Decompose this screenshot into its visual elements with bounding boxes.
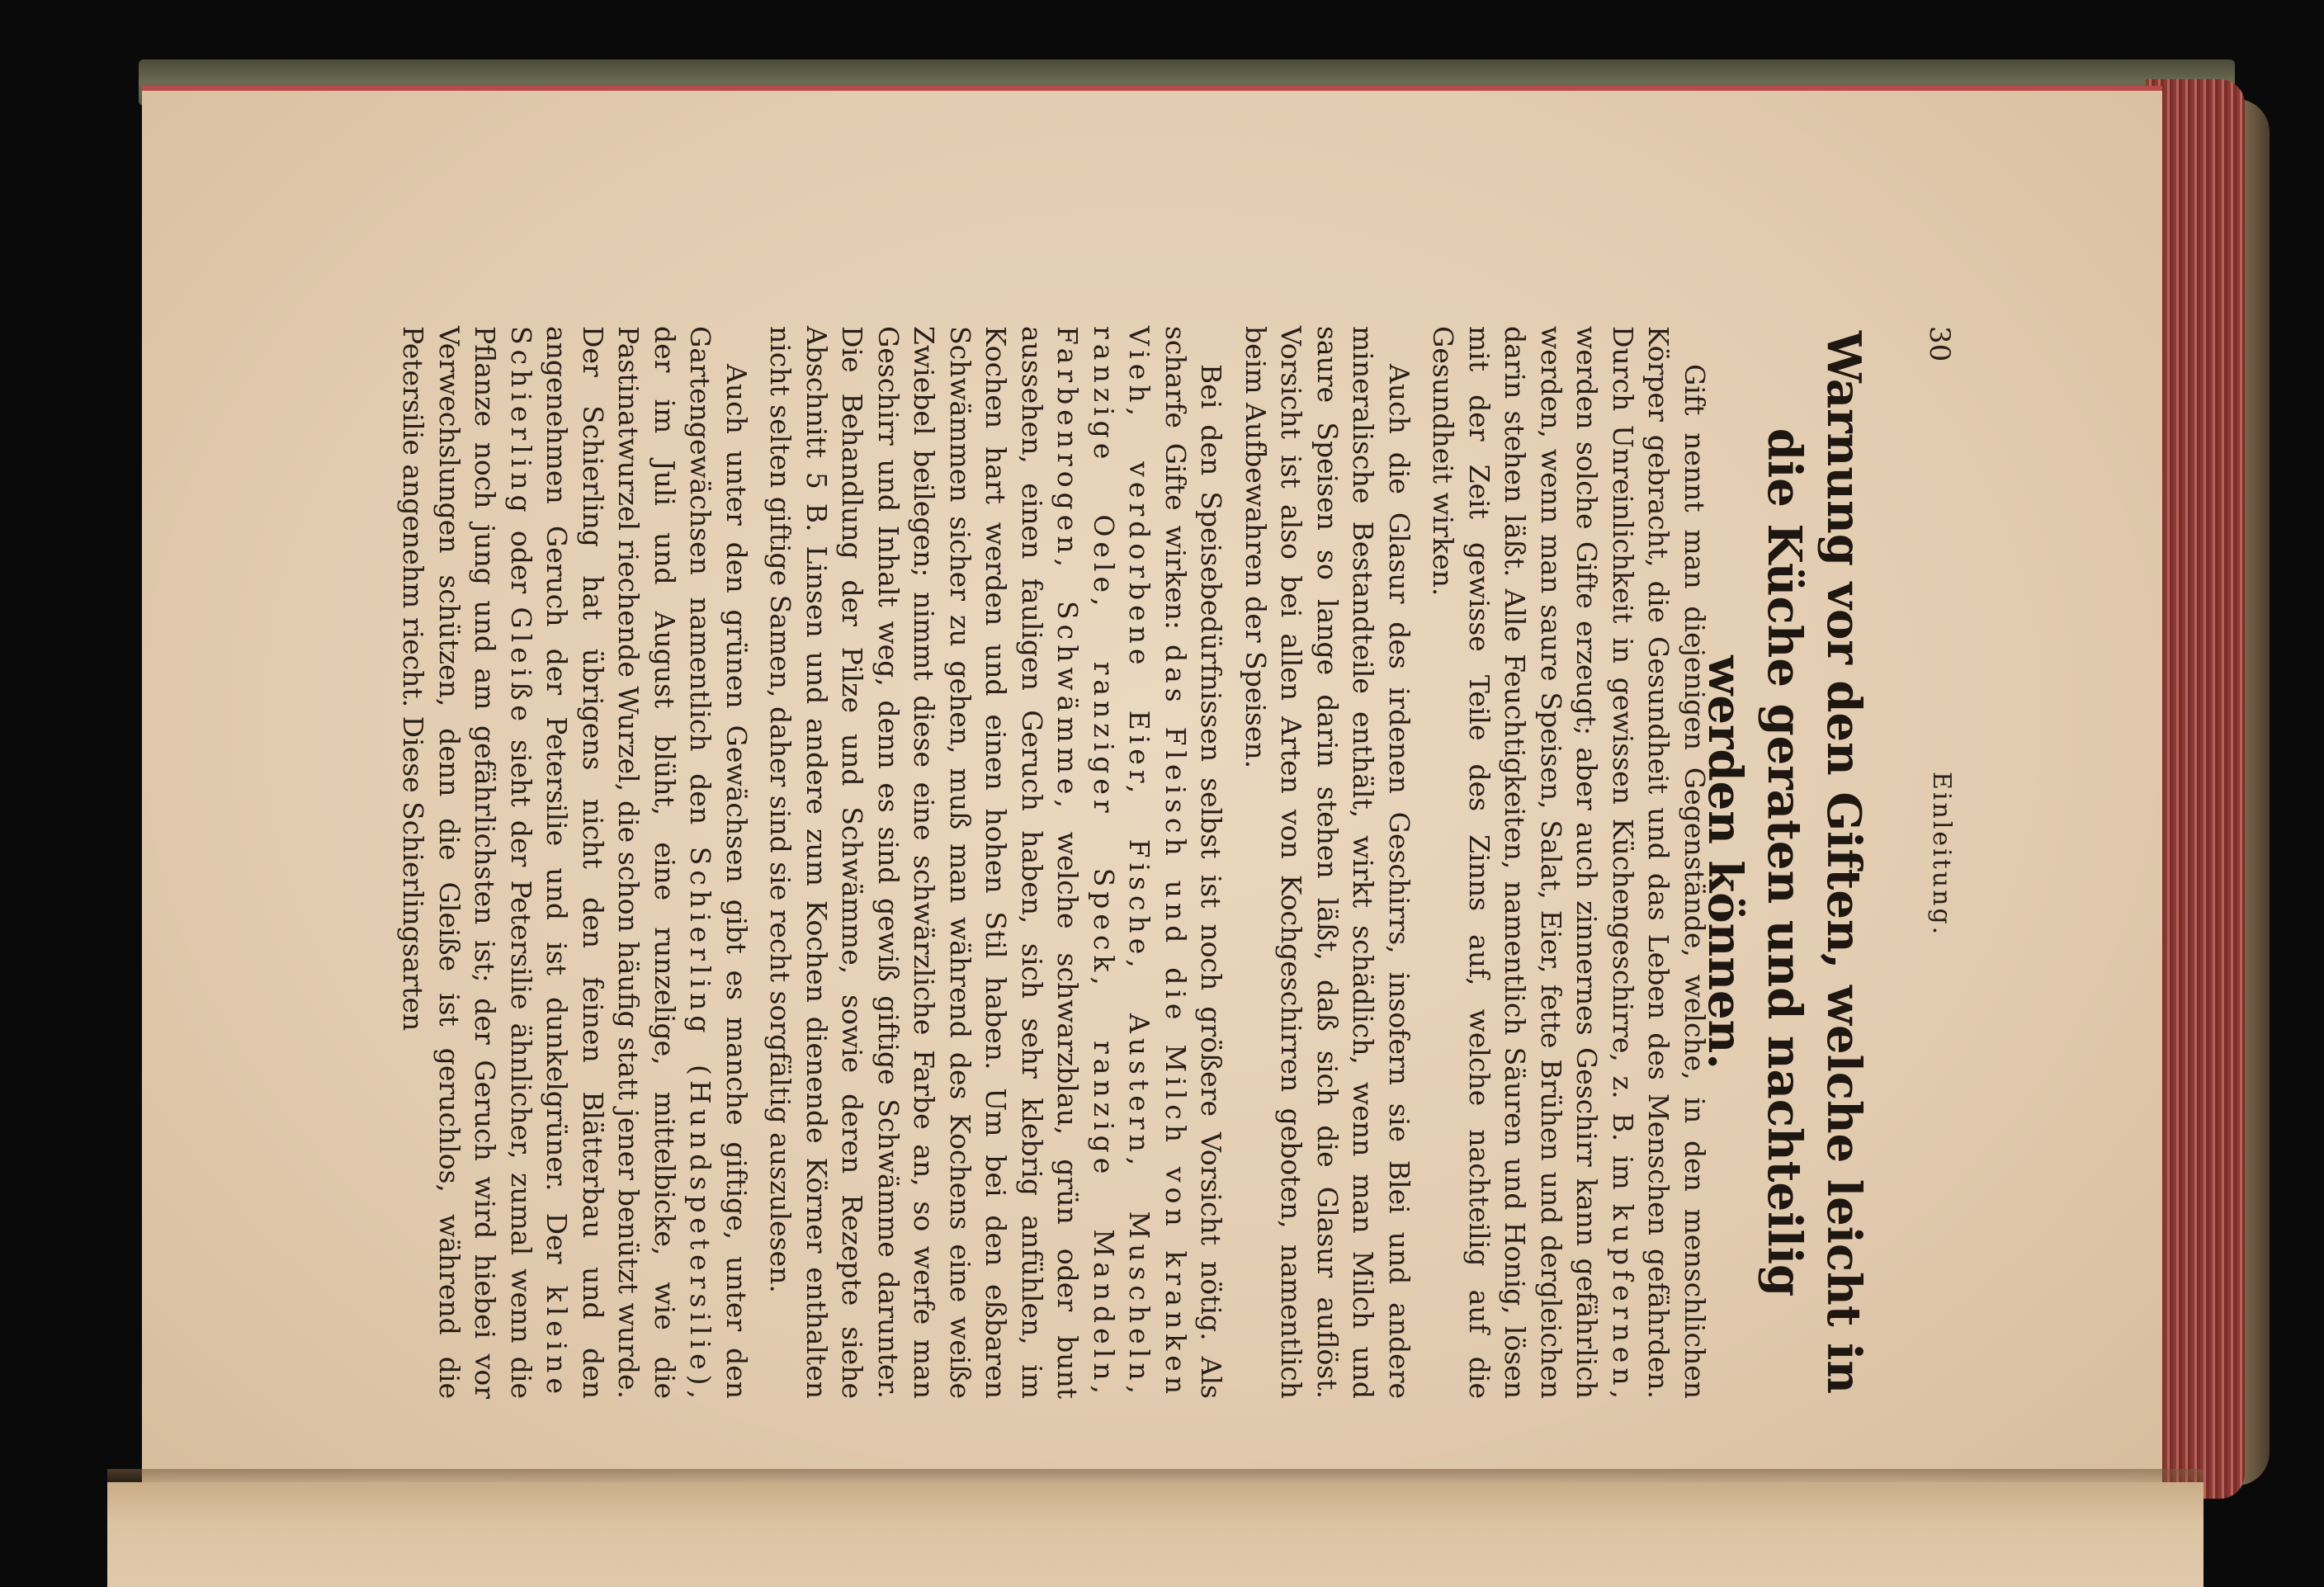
chapter-title: Warnung vor den Giften, welche leicht in die Küche geraten und nachteilig werden können. (1698, 330, 1871, 1395)
body-text (387, 326, 1712, 1399)
next-page-fragment (107, 1482, 2204, 1587)
paragraph: Auch unter den grünen Gewächsen gibt es manche giftige, unter den Gartengewächsen namentlich den Schierling (Hundspetersilie), der im Juli und August blüht, eine runzelige, mittelbicke, wie die Pastinatwurzel riechende Wurzel, die schon häufig statt jener benützt wurde. Der Schierling hat übrigens nicht den feinen Blätterbau und den angenehmen Geruch der Petersilie und ist dunkelgrüner. Der kleine Schierling oder Gleiße sieht der Petersilie ähnlicher, zumal wenn die Pflanze noch jung und am gefährlichsten ist; der Geruch wird hiebei vor Verwechslungen schützen, denn die Gleiße ist geruchlos, während die Petersilie angenehm riecht. Diese Schierlingsarten (397, 326, 753, 1399)
paragraph: Gift nennt man diejenigen Gegenstände, welche, in den menschlichen Körper gebracht, die Gesundheit und das Leben des Menschen gefährden. Durch Unreinlichkeit in gewissen Küchengeschirre, z. B. im kupfernen, werden solche Gifte erzeugt; aber auch zinnernes Geschirr kann gefährlich werden, wenn man saure Speisen, Salat, Eier, fette Brühen und dergleichen darin stehen läßt. Alle Feuchtigkeiten, namentlich Säuren und Honig, lösen mit der Zeit gewisse Teile des Zinns auf, welche nachteilig auf die Gesundheit wirken. (1427, 326, 1711, 1399)
paragraph: Bei den Speisebedürfnissen selbst ist noch größere Vorsicht nötig. Als scharfe Gifte wirken: das Fleisch und die Milch von kranken Vieh, verdorbene Eier, Fische, Austern, Muscheln, ranzige Oele, ranziger Speck, ranzige Mandeln, Farbenrogen, Schwämme, welche schwarzblau, grün oder bunt aussehen, einen fauligen Geruch haben, sich sehr klebrig anfühlen, im Kochen hart werden und einen hohen Stil haben. Um bei den eßbaren Schwämmen sicher zu gehen, muß man während des Kochens eine weiße Zwiebel beilegen; nimmt diese eine schwärzliche Farbe an, so werfe man Geschirr und Inhalt weg, denn es sind gewiß giftige Schwämme darunter. Die Behandlung der Pilze und Schwämme, sowie deren Rezepte siehe Abschnitt 5 B. Linsen und andere zum Kochen dienende Körner enthalten nicht selten giftige Samen, daher sind sie recht sorgfältig auszulesen. (764, 326, 1228, 1399)
rotated-text-block (289, 326, 1956, 1399)
page-number: 30 (1923, 326, 1956, 362)
paragraph: Auch die Glasur des irdenen Geschirrs, insofern sie Blei und andere mineralische Bestandteile enthält, wirkt schädlich, wenn man Milch und saure Speisen so lange darin stehen läßt, daß sich die Glasur auflöst. Vorsicht ist also bei allen Arten von Kochgeschirren geboten, namentlich beim Aufbewahren der Speisen. (1240, 326, 1415, 1399)
running-head: Einleitung. (1927, 772, 1956, 938)
